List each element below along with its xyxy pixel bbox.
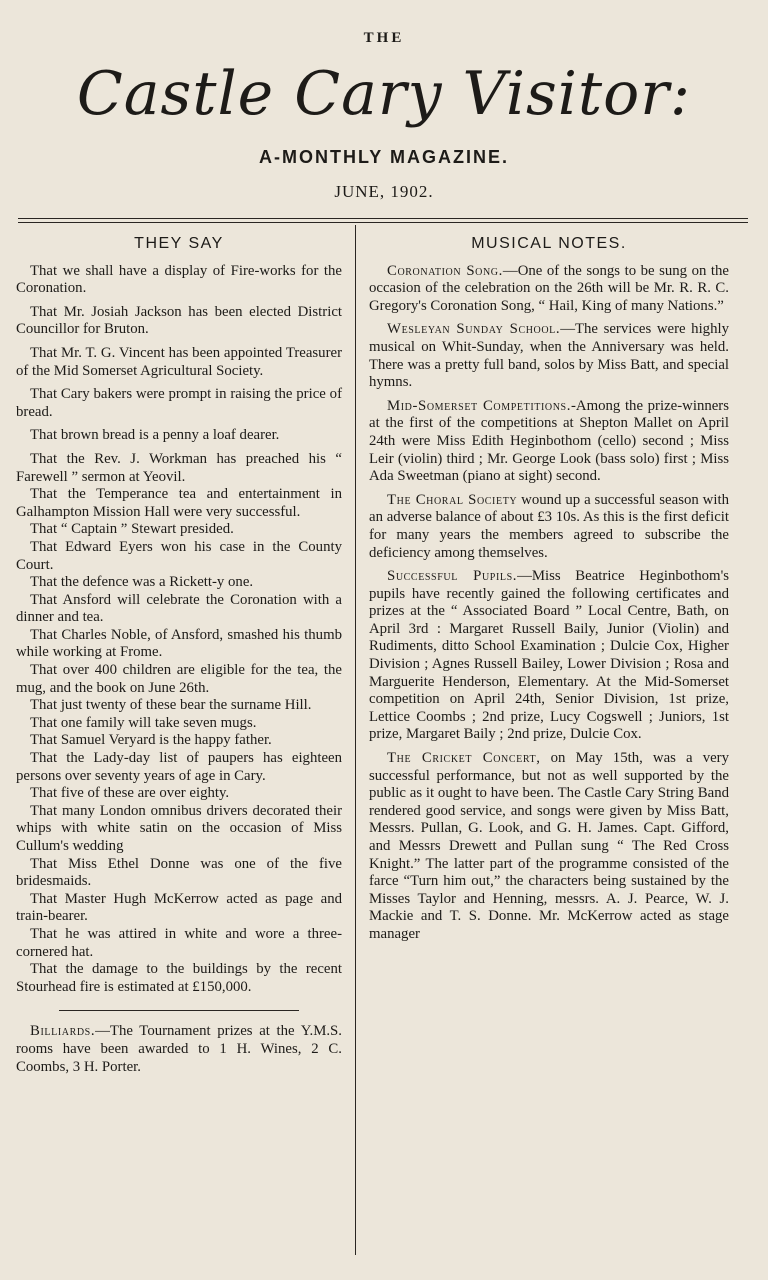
issue-date: JUNE, 1902. xyxy=(334,182,434,201)
musical-notes-column xyxy=(369,226,729,950)
they-say-column xyxy=(16,226,342,1076)
they-say-item: That he was attired in white and wore a three-cornered hat. xyxy=(16,925,342,960)
musical-note-text: wound up a successful season with an adverse balance of about £3 10s. As this is the first deficit for many years the members agreed to subscribe the deficiency among themselves. xyxy=(369,491,729,561)
they-say-heading: THEY SAY xyxy=(134,235,224,252)
musical-note-lead: Wesleyan Sunday School. xyxy=(387,321,561,338)
musical-note xyxy=(369,750,729,944)
masthead-subtitle: A-MONTHLY MAGAZINE. xyxy=(258,147,509,167)
they-say-item: That just twenty of these bear the surname Hill. xyxy=(30,697,312,714)
they-say-item: That the defence was a Rickett-y one. xyxy=(30,574,254,591)
musical-note-text: —Miss Beatrice Heginbothom's pupils have recently gained the following certificates and prizes at the “ Associated Board ” Local Centre, Bath, on April 3rd : Margaret Russell Baily, Junior (Violin) and Rudiments, ditto School Examination ; Dulcie Cox, Higher Division ; Agnes Russell Bailey, Lower Division ; Rosa and Marguerite Henderson, Elementary. At the Mid-Somerset competition on April 24th, Senior Division, 1st prize, Lettice Coombs ; 2nd prize, Lucy Cogswell ; Juniors, 1st prize, Margaret Baily ; 2nd prize, Dulcie Cox. xyxy=(369,568,729,743)
column-divider xyxy=(355,225,356,1255)
header-rule-top xyxy=(18,218,748,219)
they-say-item: That brown bread is a penny a loaf dearer. xyxy=(30,427,280,444)
they-say-item: That Edward Eyers won his case in the County Court. xyxy=(16,538,342,573)
musical-note xyxy=(369,263,729,316)
they-say-item: That Cary bakers were prompt in raising the price of bread. xyxy=(16,386,342,420)
musical-note-lead: Coronation Song. xyxy=(387,262,503,279)
musical-note-lead: The Choral Society xyxy=(387,491,518,508)
they-say-item: That the Temperance tea and entertainment in Galhampton Mission Hall were very successful. xyxy=(16,486,342,520)
they-say-item: That “ Captain ” Stewart presided. xyxy=(30,521,234,538)
they-say-item: That Mr. T. G. Vincent has been appointed Treasurer of the Mid Somerset Agricultural Society. xyxy=(16,344,342,379)
musical-note-lead: Mid-Somerset Competitions. xyxy=(387,397,571,414)
they-say-item: That Charles Noble, of Ansford, smashed his thumb while working at Frome. xyxy=(16,626,342,661)
musical-note-text: —The services were highly musical on Whit-Sunday, when the Anniversary was held. There was a pretty full band, solos by Miss Batt, and special hymns. xyxy=(369,321,729,391)
they-say-item: That Ansford will celebrate the Coronation with a dinner and tea. xyxy=(16,591,342,626)
billiards-text: —The Tournament prizes at the Y.M.S. rooms have been awarded to 1 H. Wines, 2 C. Coombs, 3 H. Porter. xyxy=(16,1023,342,1075)
they-say-item: That we shall have a display of Fire-works for the Coronation. xyxy=(16,262,342,297)
they-say-item: That Mr. Josiah Jackson has been elected District Councillor for Bruton. xyxy=(16,303,342,338)
musical-note-lead: The Cricket Concert, xyxy=(387,750,541,767)
they-say-item: That Master Hugh McKerrow acted as page and train-bearer. xyxy=(16,890,342,925)
musical-note xyxy=(369,492,729,562)
they-say-item: That Miss Ethel Donne was one of the five bridesmaids. xyxy=(16,855,342,890)
musical-notes-list xyxy=(369,263,729,944)
masthead-title: Castle Cary Visitor: xyxy=(76,59,692,129)
they-say-item: That Samuel Veryard is the happy father. xyxy=(30,732,272,749)
they-say-item: That the damage to the buildings by the recent Stourhead fire is estimated at £150,000. xyxy=(16,961,342,995)
musical-note xyxy=(369,398,729,486)
musical-note-text: —One of the songs to be sung on the occasion of the celebration on the 26th will be Mr. R. R. C. Gregory's Coronation Song, “ Hail, King of many Nations.” xyxy=(369,262,729,314)
musical-note xyxy=(369,568,729,744)
billiards-lead: Billiards. xyxy=(30,1023,96,1040)
they-say-item: That many London omnibus drivers decorated their whips with white satin on the occasion of Miss Cullum's wedding xyxy=(16,802,342,854)
musical-note xyxy=(369,321,729,391)
they-say-item: That the Rev. J. Workman has preached his “ Farewell ” sermon at Yeovil. xyxy=(16,450,342,485)
they-say-item: That five of these are over eighty. xyxy=(30,785,230,802)
header-rule-bottom xyxy=(18,222,748,223)
musical-note-text: on May 15th, was a very successful performance, but not as well supported by the public as it ought to have been. The Castle Cary String Band rendered good service, and songs were given by Miss Batt, Messrs. Pullan, G. Look, and G. H. James. Capt. Gifford, and Messrs Drewett and Pullan sung “ The Red Cross Knight.” The latter part of the programme consisted of the farce “Turn him out,” the characters being sustained by the Misses Taylor and Henning, messrs. A. J. Pearce, W. J. Mackie and T. S. Donne. Mr. McKerrow acted as stage manager xyxy=(369,750,729,942)
musical-note-lead: Successful Pupils. xyxy=(387,568,518,585)
section-rule xyxy=(59,1010,299,1011)
musical-notes-heading: MUSICAL NOTES. xyxy=(471,235,627,252)
billiards-paragraph xyxy=(16,1023,342,1076)
they-say-item: That one family will take seven mugs. xyxy=(30,714,257,731)
they-say-list xyxy=(16,263,342,997)
they-say-item: That the Lady-day list of paupers has eighteen persons over seventy years of age in Cary. xyxy=(16,750,342,784)
masthead-the: THE xyxy=(363,30,405,46)
they-say-item: That over 400 children are eligible for the tea, the mug, and the book on June 26th. xyxy=(16,662,342,696)
musical-note-text: -Among the prize-winners at the first of the competitions at Shepton Mallet on April 24th were Miss Edith Heginbothom (cello) second ; Miss Leir (violin) third ; Mr. George Look (bass solo) first ; Miss Ada Sweetman (piano at sight) second. xyxy=(369,397,729,485)
